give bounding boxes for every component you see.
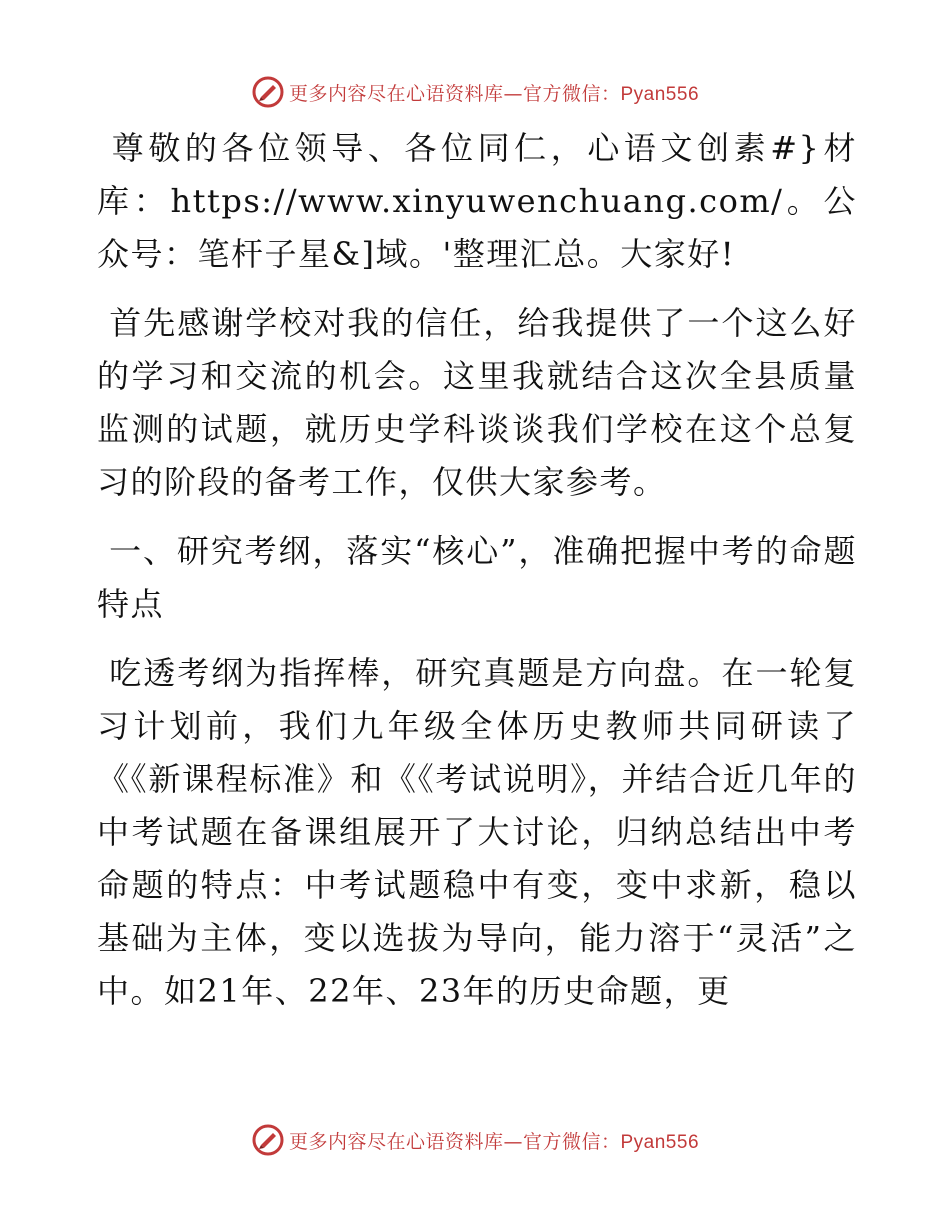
section-heading: 一、研究考纲，落实“核心”，准确把握中考的命题特点 xyxy=(97,532,857,623)
paragraph-greeting: 尊敬的各位领导、各位同仁，心语文创素#}材库：https://www.xinyuwenchuang.com/。公众号：笔杆子星&]域。'整理汇总。大家好! xyxy=(97,129,857,273)
watermark-text xyxy=(289,1127,699,1154)
watermark-separator: —官方微信： xyxy=(503,82,621,105)
logo-icon xyxy=(251,1123,285,1157)
watermark-main: 更多内容尽在心语资料库 xyxy=(288,1130,504,1153)
watermark-text xyxy=(289,79,699,106)
logo-icon xyxy=(251,75,285,109)
watermark-wechat-id: Pyan556 xyxy=(620,83,700,105)
paragraph-thanks: 首先感谢学校对我的信任，给我提供了一个这么好的学习和交流的机会。这里我就结合这次全县质量监测的试题，就历史学科谈谈我们学校在这个总复习的阶段的备考工作，仅供大家参考。 xyxy=(97,304,857,501)
watermark-wechat-id: Pyan556 xyxy=(620,1131,700,1153)
document-body xyxy=(97,122,857,1034)
watermark-separator: —官方微信： xyxy=(503,1130,621,1153)
footer-watermark xyxy=(0,1120,950,1160)
watermark-main: 更多内容尽在心语资料库 xyxy=(288,82,504,105)
header-watermark xyxy=(0,72,950,112)
paragraph-analysis: 吃透考纲为指挥棒，研究真题是方向盘。在一轮复习计划前，我们九年级全体历史教师共同研读了《《新课程标准》和《《考试说明》，并结合近几年的中考试题在备课组展开了大讨论，归纳总结出中考命题的特点：中考试题稳中有变，变中求新，稳以基础为主体，变以选拔为导向，能力溶于“灵活”之中。如21年、22年、23年的历史命题，更 xyxy=(97,654,857,1010)
